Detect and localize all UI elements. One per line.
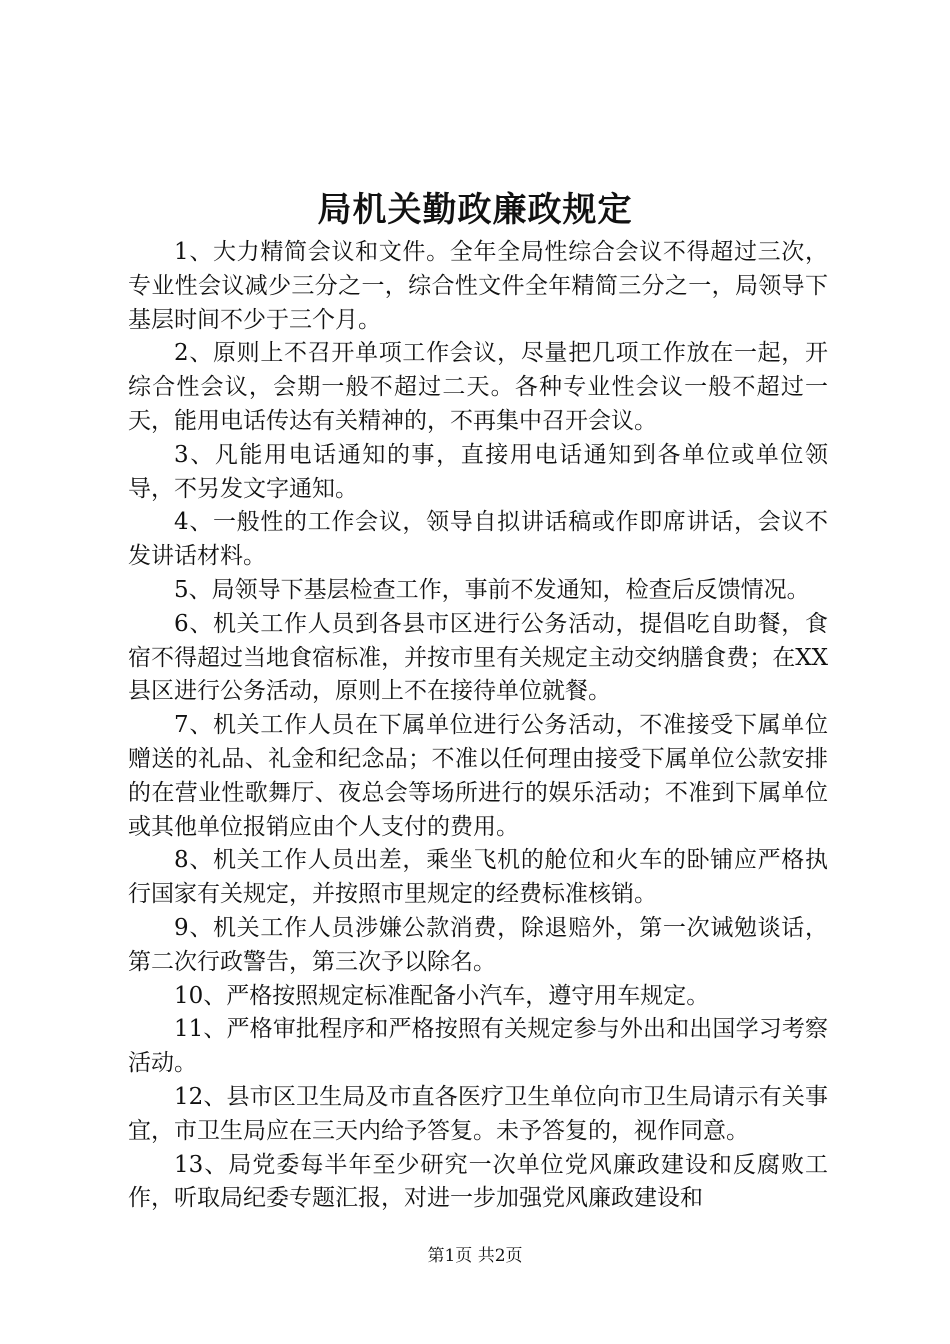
paragraph-12: 12、县市区卫生局及市直各医疗卫生单位向市卫生局请示有关事宜，市卫生局应在三天内给予答复。未予答复的，视作同意。 [128, 1083, 828, 1144]
document-title: 局机关勤政廉政规定 [317, 190, 633, 230]
paragraph-9: 9、机关工作人员涉嫌公款消费，除退赔外，第一次诫勉谈话，第二次行政警告，第三次予以除名。 [128, 914, 828, 975]
paragraph-13: 13、局党委每半年至少研究一次单位党风廉政建设和反腐败工作，听取局纪委专题汇报，对进一步加强党风廉政建设和 [128, 1151, 828, 1212]
document-body [128, 236, 828, 1216]
paragraph-11: 11、严格审批程序和严格按照有关规定参与外出和出国学习考察活动。 [128, 1016, 828, 1077]
paragraph-4: 4、一般性的工作会议，领导自拟讲话稿或作即席讲话，会议不发讲话材料。 [128, 509, 828, 570]
paragraph-2: 2、原则上不召开单项工作会议，尽量把几项工作放在一起，开综合性会议，会期一般不超过二天。各种专业性会议一般不超过一天，能用电话传达有关精神的，不再集中召开会议。 [128, 340, 828, 434]
paragraph-6: 6、机关工作人员到各县市区进行公务活动，提倡吃自助餐，食宿不得超过当地食宿标准，并按市里有关规定主动交纳膳食费；在XX县区进行公务活动，原则上不在接待单位就餐。 [128, 610, 828, 705]
paragraph-7: 7、机关工作人员在下属单位进行公务活动，不准接受下属单位赠送的礼品、礼金和纪念品；不准以任何理由接受下属单位公款安排的在营业性歌舞厅、夜总会等场所进行的娱乐活动；不准到下属单位或其他单位报销应由个人支付的费用。 [128, 712, 828, 840]
paragraph-10: 10、严格按照规定标准配备小汽车，遵守用车规定。 [174, 982, 710, 1009]
paragraph-1: 1、大力精简会议和文件。全年全局性综合会议不得超过三次，专业性会议减少三分之一，综合性文件全年精简三分之一，局领导下基层时间不少于三个月。 [128, 239, 828, 333]
paragraph-5: 5、局领导下基层检查工作，事前不发通知，检查后反馈情况。 [174, 576, 810, 603]
page-footer: 第1页 共2页 [427, 1246, 523, 1266]
paragraph-8: 8、机关工作人员出差，乘坐飞机的舱位和火车的卧铺应严格执行国家有关规定，并按照市里规定的经费标准核销。 [128, 847, 828, 908]
paragraph-3: 3、凡能用电话通知的事，直接用电话通知到各单位或单位领导，不另发文字通知。 [128, 441, 828, 502]
